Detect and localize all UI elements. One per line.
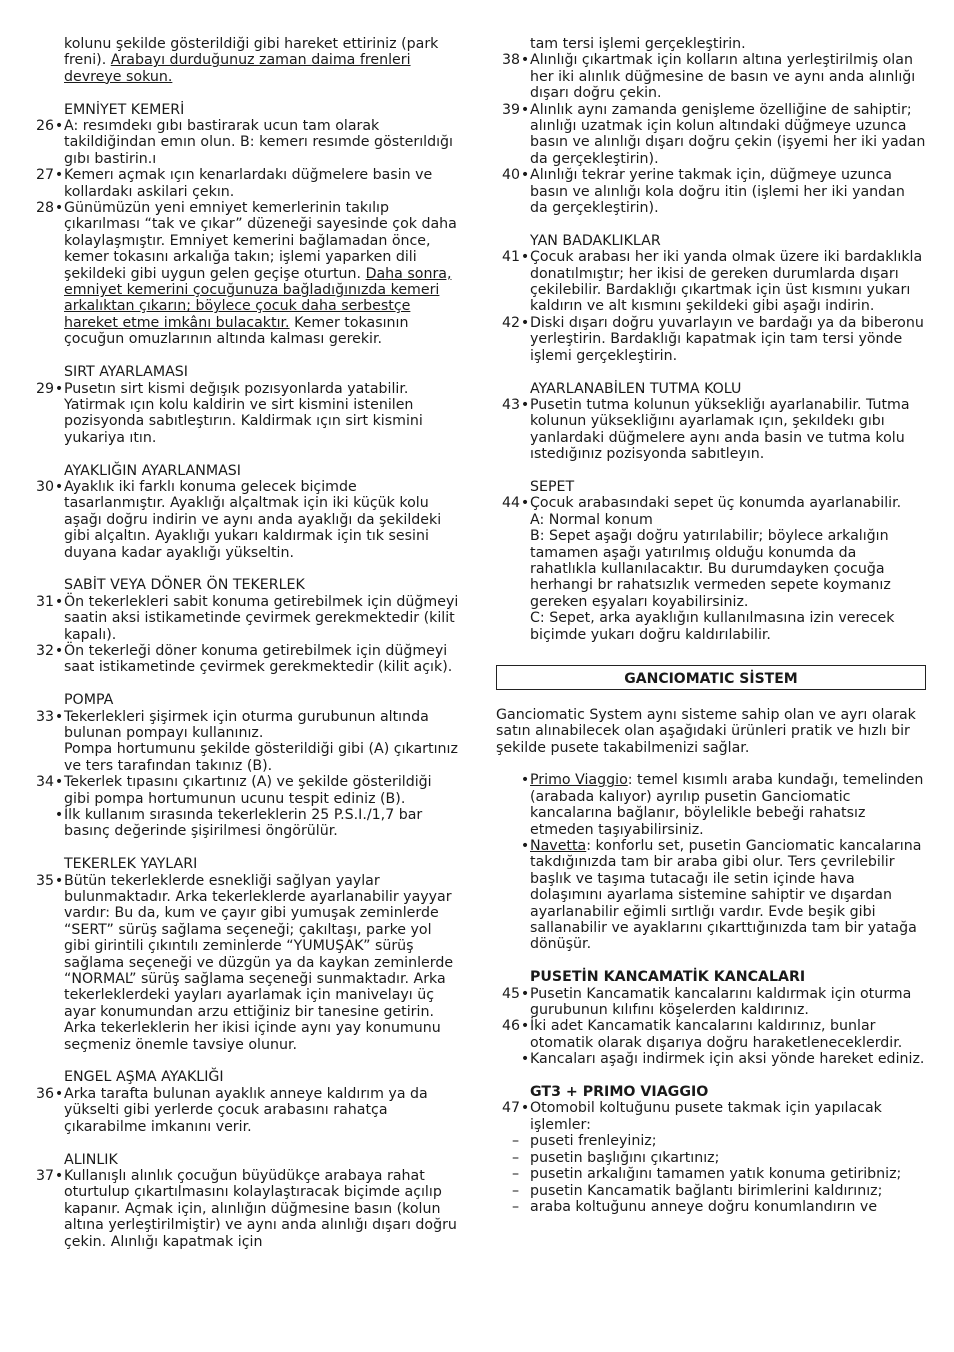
list-item-45 xyxy=(496,986,926,1019)
section-box-title: GANCIOMATIC SİSTEM xyxy=(496,665,926,690)
item-number: 32 xyxy=(35,642,54,659)
bullet-icon: • xyxy=(520,838,530,855)
item-text: Çocuk arabası her iki yanda olmak üzere iki bardaklıkla donatılmıştır; her ikisi de gereken durumlarda dışarı çekilebilir. Bardaklığı çıkartmak için üst kısmını yukarı kaldırın ve alt kısmını şekildeki gibi aşağı indirin. xyxy=(530,249,923,315)
bullet-icon: • xyxy=(54,593,64,610)
bullet-icon: • xyxy=(54,1167,64,1184)
intro-underlined-warning: Arabayı durduğunuz zaman daima frenleri devreye sokun. xyxy=(64,52,411,85)
list-item-46 xyxy=(496,1018,926,1051)
dash-icon: – xyxy=(512,1198,520,1215)
item-text: araba koltuğunu anneye doğru konumlandırın ve xyxy=(530,1198,878,1215)
item-text: Alınlığı tekrar yerine takmak için, düğmeye uzunca basın ve alınlığı kola doğru itin (işlemi her iki yandan da gerçekleştirin). xyxy=(530,167,905,217)
item-number: 26 xyxy=(35,118,54,135)
item-number: 35 xyxy=(35,872,54,889)
bullet-icon: • xyxy=(520,772,530,789)
item-text-part: Çocuk arabasındaki sepet üç konumda ayarlanabilir. xyxy=(530,495,902,512)
bullet-icon: • xyxy=(54,642,64,659)
section-heading-gt3: GT3 + PRIMO VIAGGIO xyxy=(530,1084,709,1101)
section-heading-sirt: SIRT AYARLAMASI xyxy=(64,364,188,381)
item-number: 39 xyxy=(501,101,520,118)
bullet-icon: • xyxy=(520,495,530,512)
intro-text: kolunu şekilde gösterildiği gibi hareket ettiriniz (park freni). xyxy=(64,36,439,69)
list-item-36 xyxy=(30,1086,460,1135)
item-text-part: C: Sepet, arka ayaklığın kullanılmasına izin verecek biçimde yukarı doğru kaldırılabilir. xyxy=(530,610,895,643)
continuation-text: tam tersi işlemi gerçekleştirin. xyxy=(530,36,746,52)
item-text: Kemerı açmak ıçın kenarlardakı düğmelere basin ve kollardakı askilari çekın. xyxy=(64,167,433,200)
item-text-part: Pompa hortumunu şekilde gösterildiği gibi (A) çıkartınız ve ters tarafından takınız (B). xyxy=(64,741,458,774)
ganciomatic-intro: Ganciomatic System aynı sisteme sahip olan ve ayrı olarak satın alınabilecek olan aşağıdaki ürünleri pratik ve hızlı bir şekilde pusete takabilmenizi sağlar. xyxy=(496,706,916,756)
list-item-44 xyxy=(496,495,926,643)
bullet-icon: • xyxy=(54,807,64,824)
bullet-icon: • xyxy=(520,1018,530,1035)
bullet-icon: • xyxy=(54,774,64,791)
section-heading-alinlik: ALINLIK xyxy=(64,1151,118,1168)
dash-icon: – xyxy=(512,1133,520,1150)
dash-item xyxy=(496,1133,926,1149)
section-heading-teker: SABİT VEYA DÖNER ÖN TEKERLEK xyxy=(64,577,305,594)
section-heading-ayaklik: AYAKLIĞIN AYARLANMASI xyxy=(64,462,241,479)
list-item-30 xyxy=(30,479,460,561)
item-text-underlined: Daha sonra, emniyet kemerini çocuğunuza bağladığınızda kemeri arkalıktan çıkarın; böylece çocuk daha serbestçe hareket etme imkânı bulacaktır. xyxy=(64,265,452,331)
list-item-37 xyxy=(30,1168,460,1250)
bullet-icon: • xyxy=(54,708,64,725)
item-number: 45 xyxy=(501,985,520,1002)
section-heading-sepet: SEPET xyxy=(530,478,575,495)
item-text-part: : konforlu set, pusetin Ganciomatic kancalarına takdığınızda tam bir araba gibi olur. Ters çevrilebilir başlık ve taşıma tutacağı ile setin içinde hava dolaşımını ayarlama sistemine sahiptir ve dışardan ayarlanabilir eğimli sırtlığı vardır. Evde beşik gibi sallanabilir ve ayaklarını çıkarttığınızda tam bir yatağa dönüşür. xyxy=(530,838,922,953)
section-heading-pompa: POMPA xyxy=(64,692,114,709)
dash-icon: – xyxy=(512,1149,520,1166)
bullet-icon: • xyxy=(520,52,530,69)
bullet-icon: • xyxy=(520,396,530,413)
item-text: puseti frenleyiniz; xyxy=(530,1133,657,1150)
list-item-42 xyxy=(496,315,926,364)
item-number: 28 xyxy=(35,200,54,217)
item-number: 29 xyxy=(35,380,54,397)
item-text: İki adet Kancamatik kancalarını kaldırınız, bunlar otomatik olarak dışarıya doğru haraketleneceklerdir. xyxy=(530,1018,903,1051)
dash-item xyxy=(496,1183,926,1199)
item-text: A: resımdekı gıbı bastirarak ucun tam olarak takildiğindan emın olun. B: kemerı resımde gösterıldığı gıbı bastirin.ı xyxy=(64,118,453,167)
intro-paragraph xyxy=(30,36,460,85)
item-text: Pusetın sirt kismi değışık pozısyonlarda yatabilir. Yatirmak ıçın kolu kaldirin ve sirt kismini istenilen pozisyonda sabıtleştırın. Kaldirmak ıçın sirt kismini yukariya ıtın. xyxy=(64,380,423,446)
item-text: pusetin Kancamatik bağlantı birimlerini kaldırınız; xyxy=(530,1182,883,1199)
item-number: 46 xyxy=(501,1018,520,1035)
section-heading-emniyet: EMNİYET KEMERİ xyxy=(64,101,185,118)
item-text xyxy=(64,709,460,775)
dash-item xyxy=(496,1150,926,1166)
item-text xyxy=(530,772,926,838)
section-heading-engel: ENGEL AŞMA AYAKLIĞI xyxy=(64,1069,224,1086)
list-item-35 xyxy=(30,873,460,1053)
item-text-part: Kemer tokasının çocuğun omuzlarının altında kalması gerekir. xyxy=(64,314,409,348)
item-number: 42 xyxy=(501,314,520,331)
bullet-icon: • xyxy=(520,249,530,266)
item-number: 43 xyxy=(501,396,520,413)
item-number: 33 xyxy=(35,708,54,725)
bullet-icon: • xyxy=(520,985,530,1002)
left-column xyxy=(30,36,460,1250)
dash-item xyxy=(496,1166,926,1182)
list-item-33 xyxy=(30,709,460,775)
bullet-icon: • xyxy=(54,200,64,217)
bullet-icon: • xyxy=(520,1100,530,1117)
item-text: Kullanışlı alınlık çocuğun büyüdükçe arabaya rahat oturtulup çıkartılmasını kolaylaştıracak biçimde açılıp kapanır. Açmak için, alınlığın düğmesine basın (kolun altına yerleştirilmiştir) ve aynı anda alınlığı dışarı doğru çekin. Alınlığı kapatmak için xyxy=(64,1167,457,1250)
item-text-part: Tekerlekleri şişirmek için oturma gurubunun altında bulunan pompayı kullanınız. xyxy=(64,708,429,741)
item-text: Pusetin tutma kolunun yüksekliğı ayarlanabilir. Tutma kolunun yüksekliğını ayarlamak ıçın, şekıldekı gıbı yanlardaki düğmelere aynı anda basin ve tutma kolu ıstedığınız pozisyonda sabıtleyın. xyxy=(530,396,910,463)
list-item-27 xyxy=(30,167,460,200)
bullet-icon: • xyxy=(520,1051,530,1068)
section-heading-tutma: AYARLANABİLEN TUTMA KOLU xyxy=(530,380,742,397)
section-heading-kanca: PUSETİN KANCAMATİK KANCALARI xyxy=(530,969,806,986)
list-item-38 xyxy=(496,52,926,101)
bullet-icon: • xyxy=(54,380,64,397)
list-item-41 xyxy=(496,249,926,315)
dash-icon: – xyxy=(512,1166,520,1183)
item-text: İlk kullanım sırasında tekerleklerin 25 P.S.I./1,7 bar basınç değerinde şişirilmesi öngörülür. xyxy=(64,807,423,840)
list-item-46b xyxy=(496,1051,926,1067)
item-text: Ön tekerleği döner konuma getirebilmek için düğmeyi saat istikametinde çevirmek gerekmektedir (kilit açık). xyxy=(64,642,453,676)
item-number: 36 xyxy=(35,1085,54,1102)
item-text: pusetin arkalığını tamamen yatık konuma getiribniz; xyxy=(530,1166,902,1183)
item-text: Ayaklık iki farklı konuma gelecek biçimde tasarlanmıştır. Ayaklığı alçaltmak için iki küçük kolu aşağı doğru indirin ve aynı anda ayaklığı da şekildeki gibi alçaltın. Ayaklığı yukarı kaldırmak için tık sesini duyana kadar ayaklığı yükseltin. xyxy=(64,478,442,561)
item-text xyxy=(530,495,926,643)
item-number: 27 xyxy=(35,167,54,184)
item-text: Otomobil koltuğunu pusete takmak için yapılacak işlemler: xyxy=(530,1100,882,1133)
list-item-navetta xyxy=(496,838,926,953)
bullet-icon: • xyxy=(520,101,530,118)
item-text: Diski dışarı doğru yuvarlayın ve bardağı ya da biberonu yerleştirin. Bardaklığı kapatmak için tam tersi yönde işlemi gerçekleştirin. xyxy=(530,314,924,364)
item-text: Bütün tekerleklerde esnekliği sağlyan yaylar bulunmaktadır. Arka tekerleklerde ayarlanabilir yayyar vardır: Bu da, kum ve çayır gibi yumuşak zeminlerde “SERT” sürüş sağlama seçeneği; çakıltaşı, parke yol gibi girintili çıkıntılı zeminlerde “YUMUŞAK” sürüş sağlama seçeneği ve düzgün ya da kaykan zeminlerde “NORMAL” sürüş sağlama seçeneği sunmaktadır. Arka tekerleklerdeki yayları ayarlamak için manivelayı üç ayar konumundan arzu ettiğiniz bir tanesine getirin. Arka tekerleklerin her ikisi içinde aynı yay konumunu seçmeniz önemle tavsiye olunur. xyxy=(64,872,454,1053)
list-item-26 xyxy=(30,118,460,167)
list-item-34b xyxy=(30,807,460,840)
item-number: 31 xyxy=(35,593,54,610)
item-text-underlined: Primo Viaggio xyxy=(530,772,628,789)
item-text-part: B: Sepet aşağı doğru yatırılabilir; böylece arkalığın tamamen aşağı yatırılmış olduğu konumda da rahatlıkla kullanılacaktır. Bu durumdayken çocuğa herhangi br rahatsızlık vermeden sepete koymanız gereken eşyaları koyabilirsiniz. xyxy=(530,528,891,610)
item-text: Alınlığı çıkartmak için kolların altına yerleştirilmiş olan her iki alınlık düğmesine de basın ve aynı anda alınlığı dışarı doğru çekin. xyxy=(530,52,916,102)
item-text xyxy=(64,200,460,348)
item-number: 30 xyxy=(35,478,54,495)
item-number: 47 xyxy=(501,1100,520,1117)
item-number: 34 xyxy=(35,774,54,791)
list-item-40 xyxy=(496,167,926,216)
item-text: Kancaları aşağı indirmek için aksi yönde hareket ediniz. xyxy=(530,1051,925,1068)
list-item-31 xyxy=(30,594,460,643)
list-item-39 xyxy=(496,102,926,168)
bullet-icon: • xyxy=(520,314,530,331)
bullet-icon: • xyxy=(54,1085,64,1102)
bullet-icon: • xyxy=(54,118,64,135)
list-item-43 xyxy=(496,397,926,463)
item-number: 38 xyxy=(501,52,520,69)
item-number: 40 xyxy=(501,167,520,184)
item-text: pusetin başlığını çıkartınız; xyxy=(530,1149,720,1166)
dash-icon: – xyxy=(512,1182,520,1199)
list-item-32 xyxy=(30,643,460,676)
list-item-primo xyxy=(496,772,926,838)
section-heading-yan: YAN BADAKLIKLAR xyxy=(530,232,661,249)
item-text: Alınlık aynı zamanda genişleme özelliğine de sahiptir; alınlığı uzatmak için kolun altındaki düğmeye uzunca basın ve alınlığı dışarı doğru çekin (işyemi her iki yadan da gerçekleştirin). xyxy=(530,101,926,167)
bullet-icon: • xyxy=(520,167,530,184)
item-text: Tekerlek tıpasını çıkartınız (A) ve şekilde gösterildiği gibi pompa hortumunun ucunu tespit ediniz (B). xyxy=(64,774,432,807)
right-column xyxy=(496,36,926,1215)
section-heading-yaylar: TEKERLEK YAYLARI xyxy=(64,856,198,873)
list-item-34 xyxy=(30,774,460,807)
item-text: Ön tekerlekleri sabit konuma getirebilmek için düğmeyi saatin aksi istikametinde çevirmek gerekmektedir (kilit kapalı). xyxy=(64,593,459,643)
dash-item xyxy=(496,1199,926,1215)
item-text xyxy=(530,838,926,953)
item-text-part: Günümüzün yeni emniyet kemerlerinin takılıp çıkarılması “tak ve çıkar” düzeneği sayesinde çok daha kolaylaşmıştır. Emniyet kemerini bağlamadan önce, kemer tokasını arkalığa takın; işlemi yaparken dili şekildeki gibi uygun gelen geçişe oturtun. xyxy=(64,200,457,282)
list-item-29 xyxy=(30,381,460,447)
bullet-icon: • xyxy=(54,478,64,495)
bullet-icon: • xyxy=(54,167,64,184)
item-number: 41 xyxy=(501,249,520,266)
item-text-underlined: Navetta xyxy=(530,838,587,855)
bullet-icon: • xyxy=(54,872,64,889)
list-item-28 xyxy=(30,200,460,348)
item-text-part: A: Normal konum xyxy=(530,511,653,528)
item-text-part: : temel kısımlı araba kundağı, temelinden (arabada kalıyor) ayrılıp pusetin Ganciomatic kancalarına bağlanır, böylelikle bebeği rahatsız etmeden taşıyabilirsiniz. xyxy=(530,772,924,838)
item-number: 37 xyxy=(35,1167,54,1184)
item-text: Pusetin Kancamatik kancalarını kaldırmak için oturma gurubunun kılıfını köşelerden kaldırınız. xyxy=(530,985,912,1019)
list-item-47 xyxy=(496,1100,926,1133)
item-number: 44 xyxy=(501,495,520,512)
item-text: Arka tarafta bulunan ayaklık anneye kaldırım ya da yükselti gibi yerlerde çocuk arabasını rahatça çıkarabilme imkanını verir. xyxy=(64,1085,428,1135)
